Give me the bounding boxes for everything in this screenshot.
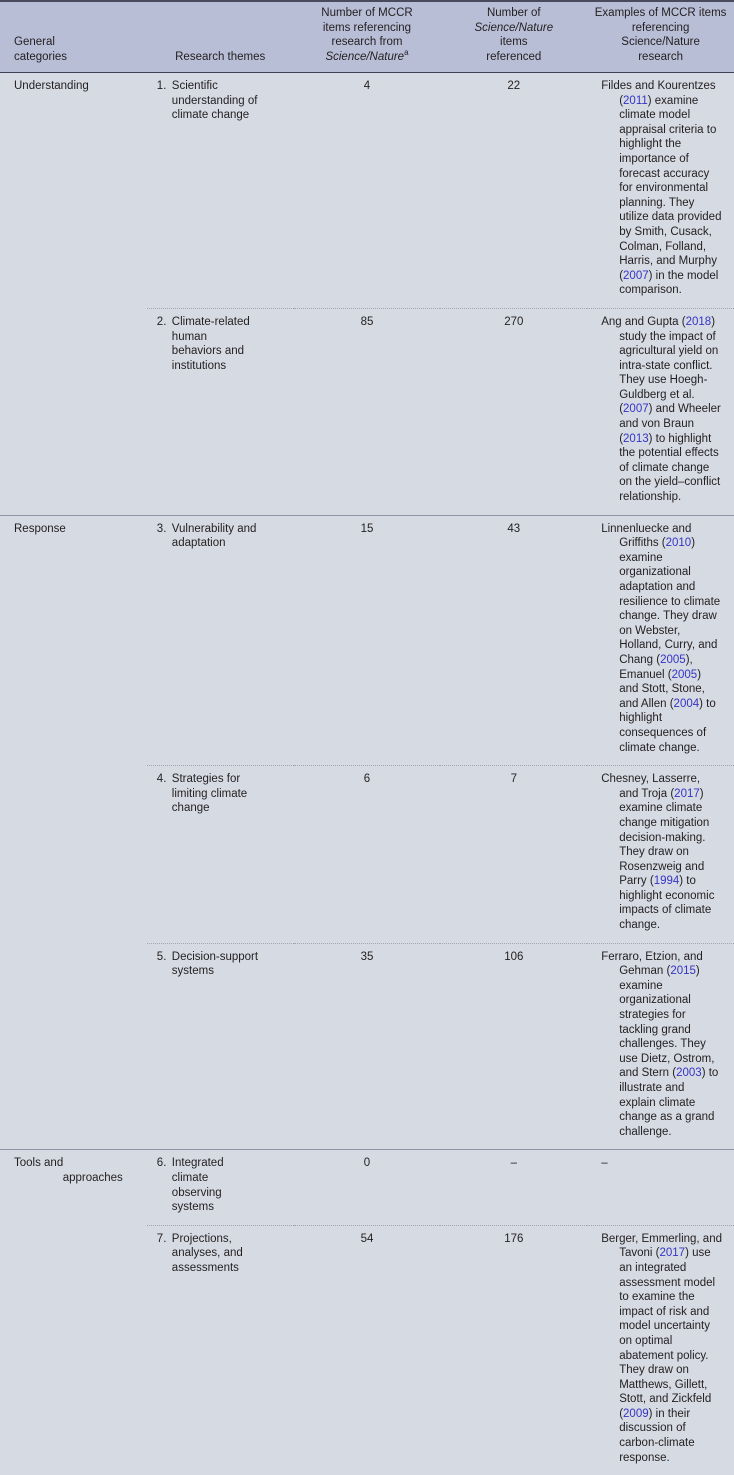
header-line: referencing Science/Nature [591,21,730,50]
column-header-examples [587,2,734,73]
theme-text: Strategies for limiting climate change [172,772,260,816]
citation-year-link[interactable]: 2007 [623,403,649,415]
example-text-fragment: ) use an integrated assessment model to examine the impact of risk and model uncertainty on optimal abatement policy. They draw on Matthews, Gillett, Stott, and Zickfeld ( [619,1247,715,1420]
header-line: research from [298,35,437,50]
category-label: Response [14,523,66,535]
table-body [0,73,734,1475]
cell-science-nature-items-count: 7 [440,766,587,944]
cell-research-theme [147,73,294,309]
table-row [0,1150,734,1225]
header-line: Number of MCCR [298,6,437,21]
cell-general-category [0,1225,147,1475]
footnote-marker: a [404,48,408,57]
cell-research-theme [147,308,294,515]
cell-example-text [587,943,734,1150]
theme-text: Decision-support systems [172,950,260,979]
example-text-fragment: Ang and Gupta ( [601,316,685,328]
cell-mccr-items-count: 4 [294,73,441,309]
cell-example-text [587,515,734,766]
theme-number: 3. [157,522,172,537]
example-text-fragment: ) examine climate change mitigation decision-making. They draw on Rosenzweig and Parry ( [619,788,709,888]
cell-research-theme [147,515,294,766]
citation-year-link[interactable]: 2005 [660,654,686,666]
header-line: Examples of MCCR items [591,6,730,21]
example-text-fragment: ) in their discussion of carbon-climate response. [619,1408,694,1464]
example-text-fragment: ) examine organizational strategies for tackling grand challenges. They use Dietz, Ostrom, and Stern ( [619,965,714,1079]
cell-science-nature-items-count: 176 [440,1225,587,1475]
example-text-fragment: ) examine climate model appraisal criteria to highlight the importance of forecast accuracy for environmental planning. They utilize data provided by Smith, Cusack, Colman, Folland, Harris, and Murphy ( [619,95,721,282]
cell-mccr-items-count: 15 [294,515,441,766]
theme-number: 6. [157,1156,172,1171]
cell-general-category [0,766,147,944]
header-journal-name: Science/Nature [444,21,583,36]
example-text-fragment: ), Emanuel ( [619,654,693,681]
cell-research-theme [147,943,294,1150]
header-line: General [14,35,143,50]
header-line: research [591,50,730,65]
theme-number: 2. [157,315,172,330]
column-header-general-categories [0,2,147,73]
cell-mccr-items-count: 35 [294,943,441,1150]
header-line: categories [14,50,143,65]
example-text-fragment: ) and Stott, Stone, and Allen ( [619,669,705,710]
table-row [0,515,734,766]
citation-year-link[interactable]: 2017 [674,788,700,800]
cell-general-category [0,308,147,515]
header-line: Research themes [151,50,290,65]
table-header [0,2,734,73]
table-row [0,73,734,309]
theme-text: Projections, analyses, and assessments [172,1232,260,1276]
example-text-fragment: ) examine organizational adaptation and resilience to climate change. They draw on Webster, Holland, Curry, and Chang ( [619,537,720,666]
cell-example-text [587,308,734,515]
theme-number: 7. [157,1232,172,1247]
citation-year-link[interactable]: 2009 [623,1408,649,1420]
theme-text: Vulnerability and adaptation [172,522,260,551]
example-text-fragment: ) to highlight the potential effects of climate change on the yield–conflict relationship. [619,433,720,503]
category-label: Tools and [14,1157,63,1169]
cell-mccr-items-count: 85 [294,308,441,515]
cell-general-category [0,73,147,309]
column-header-research-themes [147,2,294,73]
cell-mccr-items-count: 54 [294,1225,441,1475]
theme-text: Climate-related human behaviors and institutions [172,315,260,373]
table-row [0,1225,734,1475]
table-row [0,943,734,1150]
example-text-fragment: Ferraro, Etzion, and Gehman ( [601,951,703,978]
cell-general-category [0,515,147,766]
example-text-fragment: – [601,1157,607,1169]
category-label-line2: approaches [14,1171,141,1186]
header-line: Number of [444,6,583,21]
column-header-mccr-items-count [294,2,441,73]
cell-example-text [587,766,734,944]
example-text-fragment: ) to highlight consequences of climate change. [619,698,716,754]
example-text-fragment: Fildes and Kourentzes ( [601,80,715,107]
citation-year-link[interactable]: 2018 [686,316,712,328]
citation-year-link[interactable]: 2004 [674,698,700,710]
example-text-fragment: ) in the model comparison. [619,270,718,297]
citation-year-link[interactable]: 2017 [659,1247,685,1259]
citation-year-link[interactable]: 2015 [670,965,696,977]
cell-science-nature-items-count: – [440,1150,587,1225]
citation-year-link[interactable]: 2013 [623,433,649,445]
header-line [298,50,437,65]
cell-science-nature-items-count: 106 [440,943,587,1150]
cell-mccr-items-count: 0 [294,1150,441,1225]
cell-general-category [0,1150,147,1225]
cell-research-theme [147,1150,294,1225]
theme-number: 1. [157,79,172,94]
cell-science-nature-items-count: 270 [440,308,587,515]
cell-example-text [587,1150,734,1225]
cell-mccr-items-count: 6 [294,766,441,944]
citation-year-link[interactable]: 2011 [623,95,648,107]
cell-general-category [0,943,147,1150]
example-text-fragment: ) study the impact of agricultural yield on intra-state conflict. They use Hoegh-Guldberg et al. ( [619,316,718,416]
cell-research-theme [147,1225,294,1475]
example-text-fragment: Chesney, Lasserre, and Troja ( [601,773,700,800]
citation-year-link[interactable]: 2010 [666,537,692,549]
header-line: items referencing [298,21,437,36]
table-row [0,308,734,515]
example-text-fragment: ) and Wheeler and von Braun ( [619,403,721,444]
header-journal-name: Science/Nature [325,51,404,63]
column-header-science-nature-items [440,2,587,73]
citation-year-link[interactable]: 2007 [623,270,649,282]
theme-number: 5. [157,950,172,965]
cell-science-nature-items-count: 22 [440,73,587,309]
cell-example-text [587,1225,734,1475]
theme-text: Scientific understanding of climate change [172,79,260,123]
example-text-fragment: ) to highlight economic impacts of climate change. [619,875,714,931]
header-line: items [444,35,583,50]
theme-text: Integrated climate observing systems [172,1156,260,1214]
cell-example-text [587,73,734,309]
research-themes-table [0,2,734,1475]
citation-year-link[interactable]: 1994 [654,875,680,887]
example-text-fragment: Linnenluecke and Griffiths ( [601,523,691,550]
cell-science-nature-items-count: 43 [440,515,587,766]
theme-number: 4. [157,772,172,787]
example-text-fragment: Berger, Emmerling, and Tavoni ( [601,1233,722,1260]
cell-research-theme [147,766,294,944]
header-row [0,2,734,73]
table-row [0,766,734,944]
header-line: referenced [444,50,583,65]
citation-year-link[interactable]: 2005 [672,669,698,681]
category-label: Understanding [14,80,89,92]
citation-year-link[interactable]: 2003 [676,1067,702,1079]
example-text-fragment: ) to illustrate and explain climate change as a grand challenge. [619,1067,718,1137]
